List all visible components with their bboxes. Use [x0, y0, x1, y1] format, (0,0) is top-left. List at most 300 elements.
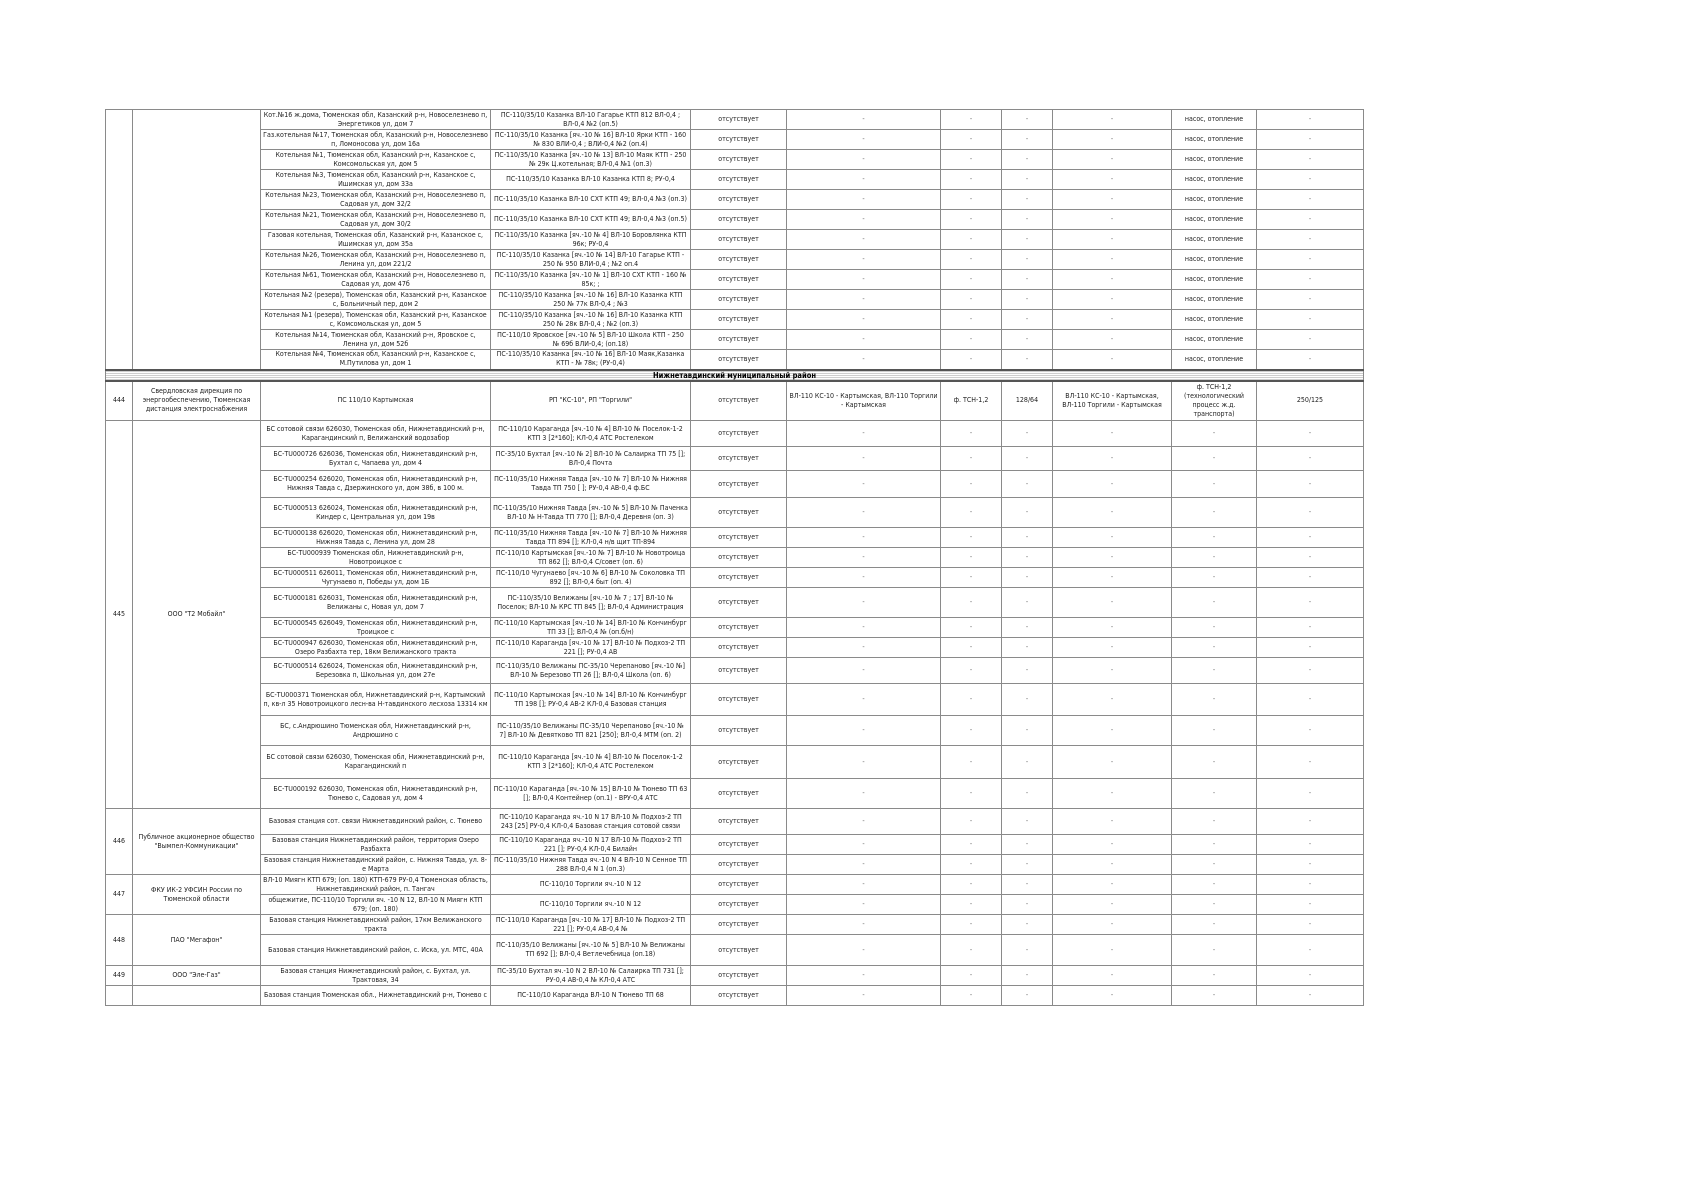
- cell-f-status: отсутствует: [691, 170, 787, 190]
- table-row: [106, 684, 1364, 716]
- cell-f-c: -: [787, 835, 941, 855]
- cell-f-c: -: [787, 568, 941, 588]
- cell-f-h: -: [1257, 350, 1364, 370]
- cell-f-purpose: насос, отопление: [1172, 270, 1257, 290]
- cell-f-e: -: [1002, 130, 1053, 150]
- table-row: [106, 588, 1364, 618]
- cell-f-e: -: [1002, 471, 1053, 498]
- cell-f-purpose: -: [1172, 835, 1257, 855]
- table-row: [106, 966, 1364, 986]
- cell-consumer: Котельная №3, Тюменская обл, Казанский р-н, Казанское с, Ишимская ул, дом 33а: [261, 170, 491, 190]
- cell-f-e: -: [1002, 290, 1053, 310]
- cell-f-f: -: [1053, 210, 1172, 230]
- cell-f-f: -: [1053, 875, 1172, 895]
- cell-f-h: -: [1257, 716, 1364, 746]
- cell-f-h: -: [1257, 875, 1364, 895]
- cell-f-f: -: [1053, 190, 1172, 210]
- cell-f-f: -: [1053, 855, 1172, 875]
- table-row: [106, 250, 1364, 270]
- cell-f-d: -: [941, 588, 1002, 618]
- cell-f-status: отсутствует: [691, 230, 787, 250]
- cell-f-d: -: [941, 498, 1002, 528]
- cell-source: ПС-110/35/10 Казанка [яч.-10 № 1] ВЛ-10 СХТ КТП - 160 № 85к; ;: [491, 270, 691, 290]
- cell-f-status: отсутствует: [691, 150, 787, 170]
- table-row: [106, 498, 1364, 528]
- cell-f-purpose: насос, отопление: [1172, 250, 1257, 270]
- cell-f-status: отсутствует: [691, 350, 787, 370]
- cell-f-status: отсутствует: [691, 498, 787, 528]
- cell-f-status: отсутствует: [691, 568, 787, 588]
- cell-f-h: -: [1257, 618, 1364, 638]
- cell-f-purpose: насос, отопление: [1172, 110, 1257, 130]
- cell-f-d: ф. ТСН-1,2: [941, 381, 1002, 421]
- cell-f-c: -: [787, 230, 941, 250]
- cell-f-c: -: [787, 895, 941, 915]
- cell-num: [106, 110, 133, 370]
- data-table: [105, 109, 1364, 1006]
- cell-f-c: -: [787, 966, 941, 986]
- cell-source: ПС-110/35/10 Казанка [яч.-10 № 16] ВЛ-10 Маяк,Казанка КТП - № 78к; (РУ-0,4): [491, 350, 691, 370]
- cell-source: ПС-110/35/10 Казанка ВЛ-10 СХТ КТП 49; ВЛ-0,4 №3 (оп.3): [491, 190, 691, 210]
- cell-f-purpose: насос, отопление: [1172, 150, 1257, 170]
- cell-num: 445: [106, 421, 133, 809]
- cell-source: ПС-110/10 Караганда [яч.-10 № 4] ВЛ-10 № Поселок-1-2 КТП 3 [2*160]; КЛ-0,4 АТС Ростелеком: [491, 421, 691, 447]
- table-row: [106, 230, 1364, 250]
- cell-f-h: -: [1257, 548, 1364, 568]
- cell-consumer: Котельная №4, Тюменская обл, Казанский р-н, Казанское с, М.Путилова ул, дом 1: [261, 350, 491, 370]
- cell-f-f: -: [1053, 779, 1172, 809]
- cell-f-f: -: [1053, 150, 1172, 170]
- cell-f-f: -: [1053, 471, 1172, 498]
- cell-f-e: -: [1002, 986, 1053, 1006]
- cell-num: 449: [106, 966, 133, 986]
- cell-f-h: -: [1257, 895, 1364, 915]
- cell-f-f: -: [1053, 528, 1172, 548]
- cell-f-status: отсутствует: [691, 935, 787, 966]
- cell-f-c: -: [787, 638, 941, 658]
- table-row: [106, 471, 1364, 498]
- cell-org: Публичное акционерное общество "Вымпел-Коммуникации": [133, 809, 261, 875]
- cell-f-e: -: [1002, 498, 1053, 528]
- cell-f-c: -: [787, 779, 941, 809]
- cell-source: ПС-110/35/10 Казанка ВЛ-10 СХТ КТП 49; ВЛ-0,4 №3 (оп.5): [491, 210, 691, 230]
- cell-f-d: -: [941, 966, 1002, 986]
- cell-f-f: -: [1053, 986, 1172, 1006]
- cell-f-c: -: [787, 290, 941, 310]
- cell-consumer: Котельная №14, Тюменская обл, Казанский р-н, Яровское с, Ленина ул, дом 52б: [261, 330, 491, 350]
- cell-consumer: БС-TU000513 626024, Тюменская обл, Нижнетавдинский р-н, Киндер с, Центральная ул, дом 19в: [261, 498, 491, 528]
- cell-f-d: -: [941, 170, 1002, 190]
- cell-org: ПАО "Мегафон": [133, 915, 261, 966]
- cell-f-purpose: насос, отопление: [1172, 230, 1257, 250]
- cell-f-d: -: [941, 935, 1002, 966]
- cell-f-c: -: [787, 986, 941, 1006]
- cell-f-c: -: [787, 855, 941, 875]
- cell-source: ПС-110/35/10 Казанка [яч.-10 № 13] ВЛ-10 Маяк КТП - 250 № 29к Ц.котельная; ВЛ-0,4 №1 (оп.3): [491, 150, 691, 170]
- cell-source: ПС-110/35/10 Казанка [яч.-10 № 16] ВЛ-10 Казанка КТП 250 № 77к ВЛ-0,4 ; №3: [491, 290, 691, 310]
- cell-f-d: -: [941, 471, 1002, 498]
- cell-f-status: отсутствует: [691, 210, 787, 230]
- cell-f-f: -: [1053, 421, 1172, 447]
- cell-f-d: -: [941, 895, 1002, 915]
- cell-f-status: отсутствует: [691, 986, 787, 1006]
- cell-consumer: Котельная №61, Тюменская обл, Казанский р-н, Новоселезнево п, Садовая ул, дом 47б: [261, 270, 491, 290]
- cell-org: ООО "Эле-Газ": [133, 966, 261, 986]
- cell-f-status: отсутствует: [691, 528, 787, 548]
- cell-f-purpose: насос, отопление: [1172, 170, 1257, 190]
- cell-f-f: -: [1053, 935, 1172, 966]
- cell-source: ПС-110/10 Торгили яч.-10 N 12: [491, 875, 691, 895]
- cell-f-d: -: [941, 210, 1002, 230]
- cell-f-h: -: [1257, 270, 1364, 290]
- cell-f-c: -: [787, 809, 941, 835]
- cell-f-d: -: [941, 290, 1002, 310]
- cell-f-purpose: насос, отопление: [1172, 330, 1257, 350]
- cell-f-e: -: [1002, 350, 1053, 370]
- cell-f-c: -: [787, 421, 941, 447]
- cell-f-f: -: [1053, 130, 1172, 150]
- cell-source: ПС-110/35/10 Казанка ВЛ-10 Гагарье КТП 812 ВЛ-0,4 ; ВЛ-0,4 №2 (оп.5): [491, 110, 691, 130]
- cell-f-e: -: [1002, 548, 1053, 568]
- cell-f-c: -: [787, 528, 941, 548]
- cell-f-c: ВЛ-110 КС-10 - Картымская, ВЛ-110 Торгили - Картымская: [787, 381, 941, 421]
- cell-f-status: отсутствует: [691, 638, 787, 658]
- cell-f-d: -: [941, 548, 1002, 568]
- cell-source: ПС-110/10 Картымская [яч.-10 № 14] ВЛ-10 № Кончинбург ТП 33 []; ВЛ-0,4 № (оп.б/н): [491, 618, 691, 638]
- cell-consumer: Котельная №23, Тюменская обл, Казанский р-н, Новоселезнево п, Садовая ул, дом 32/2: [261, 190, 491, 210]
- cell-f-e: -: [1002, 684, 1053, 716]
- cell-source: ПС-35/10 Бухтал [яч.-10 № 2] ВЛ-10 № Салаирка ТП 75 []; ВЛ-0,4 Почта: [491, 447, 691, 471]
- cell-f-e: -: [1002, 190, 1053, 210]
- table-row: [106, 270, 1364, 290]
- cell-f-e: -: [1002, 270, 1053, 290]
- cell-f-status: отсутствует: [691, 809, 787, 835]
- cell-f-f: -: [1053, 250, 1172, 270]
- cell-f-c: -: [787, 330, 941, 350]
- cell-f-h: -: [1257, 330, 1364, 350]
- cell-f-purpose: насос, отопление: [1172, 130, 1257, 150]
- cell-f-h: -: [1257, 421, 1364, 447]
- cell-f-e: -: [1002, 110, 1053, 130]
- cell-consumer: БС-TU000181 626031, Тюменская обл, Нижнетавдинский р-н, Велижаны с, Новая ул, дом 7: [261, 588, 491, 618]
- cell-f-purpose: -: [1172, 588, 1257, 618]
- cell-f-e: -: [1002, 528, 1053, 548]
- cell-f-status: отсутствует: [691, 330, 787, 350]
- cell-f-h: -: [1257, 915, 1364, 935]
- cell-f-d: -: [941, 250, 1002, 270]
- cell-consumer: Котельная №1, Тюменская обл, Казанский р-н, Казанское с, Комсомольская ул, дом 5: [261, 150, 491, 170]
- table-row: [106, 855, 1364, 875]
- cell-consumer: Базовая станция Нижнетавдинский район, с. Бухтал, ул. Трактовая, 34: [261, 966, 491, 986]
- cell-f-h: -: [1257, 809, 1364, 835]
- cell-consumer: Базовая станция Тюменская обл., Нижнетавдинский р-н, Тюнево с: [261, 986, 491, 1006]
- table-row: [106, 746, 1364, 779]
- cell-f-d: -: [941, 716, 1002, 746]
- cell-f-e: -: [1002, 875, 1053, 895]
- cell-f-status: отсутствует: [691, 588, 787, 618]
- cell-f-status: отсутствует: [691, 447, 787, 471]
- table-row: [106, 330, 1364, 350]
- cell-source: ПС-110/35/10 Велижаны [яч.-10 № 7 ; 17] ВЛ-10 № Поселок; ВЛ-10 № КРС ТП 845 []; ВЛ-0,4 Администрация: [491, 588, 691, 618]
- cell-f-purpose: -: [1172, 658, 1257, 684]
- table-row: [106, 350, 1364, 370]
- cell-f-purpose: -: [1172, 716, 1257, 746]
- cell-source: ПС-110/10 Караганда яч.-10 N 17 ВЛ-10 № Подхоз-2 ТП 243 [25] РУ-0,4 КЛ-0,4 Базовая станция сотовой связи: [491, 809, 691, 835]
- cell-f-purpose: насос, отопление: [1172, 350, 1257, 370]
- cell-f-f: -: [1053, 746, 1172, 779]
- cell-f-purpose: ф. ТСН-1,2 (технологический процесс ж.д. транспорта): [1172, 381, 1257, 421]
- cell-f-d: -: [941, 528, 1002, 548]
- cell-f-status: отсутствует: [691, 381, 787, 421]
- cell-source: ПС-110/35/10 Велижаны ПС-35/10 Черепаново [яч.-10 №] ВЛ-10 № Березово ТП 26 []; ВЛ-0,4 Школа (оп. 6): [491, 658, 691, 684]
- cell-f-purpose: -: [1172, 855, 1257, 875]
- cell-consumer: Базовая станция Нижнетавдинский район, с. Иска, ул. МТС, 40А: [261, 935, 491, 966]
- cell-f-purpose: -: [1172, 809, 1257, 835]
- cell-f-purpose: насос, отопление: [1172, 290, 1257, 310]
- table-row: [106, 210, 1364, 230]
- cell-f-c: -: [787, 471, 941, 498]
- table-row: [106, 875, 1364, 895]
- cell-consumer: БС-TU000514 626024, Тюменская обл, Нижнетавдинский р-н, Березовка п, Школьная ул, дом 27е: [261, 658, 491, 684]
- cell-f-f: -: [1053, 170, 1172, 190]
- cell-f-h: -: [1257, 835, 1364, 855]
- cell-f-status: отсутствует: [691, 658, 787, 684]
- cell-f-h: -: [1257, 310, 1364, 330]
- cell-f-purpose: -: [1172, 779, 1257, 809]
- cell-f-status: отсутствует: [691, 270, 787, 290]
- cell-f-status: отсутствует: [691, 895, 787, 915]
- cell-f-f: -: [1053, 110, 1172, 130]
- cell-f-status: отсутствует: [691, 966, 787, 986]
- cell-f-e: -: [1002, 935, 1053, 966]
- cell-source: ПС-110/35/10 Казанка ВЛ-10 Казанка КТП 8; РУ-0,4: [491, 170, 691, 190]
- cell-f-d: -: [941, 779, 1002, 809]
- cell-source: ПС-110/10 Караганда ВЛ-10 N Тюнево ТП 68: [491, 986, 691, 1006]
- cell-f-purpose: -: [1172, 966, 1257, 986]
- cell-source: ПС-110/10 Караганда яч.-10 N 17 ВЛ-10 № Подхоз-2 ТП 221 []; РУ-0,4 КЛ-0,4 Билайн: [491, 835, 691, 855]
- cell-f-purpose: -: [1172, 746, 1257, 779]
- cell-num: 444: [106, 381, 133, 421]
- cell-f-status: отсутствует: [691, 915, 787, 935]
- cell-f-h: -: [1257, 230, 1364, 250]
- cell-f-c: -: [787, 150, 941, 170]
- cell-f-purpose: -: [1172, 618, 1257, 638]
- cell-f-d: -: [941, 875, 1002, 895]
- cell-f-purpose: -: [1172, 568, 1257, 588]
- cell-source: ПС-110/10 Караганда [яч.-10 № 4] ВЛ-10 № Поселок-1-2 КТП 3 [2*160]; КЛ-0,4 АТС Ростелеком: [491, 746, 691, 779]
- cell-f-h: -: [1257, 250, 1364, 270]
- cell-f-c: -: [787, 915, 941, 935]
- table-row: [106, 835, 1364, 855]
- cell-f-d: -: [941, 658, 1002, 684]
- table-row: [106, 809, 1364, 835]
- cell-f-purpose: -: [1172, 935, 1257, 966]
- cell-f-d: -: [941, 190, 1002, 210]
- cell-num: 446: [106, 809, 133, 875]
- cell-f-f: -: [1053, 290, 1172, 310]
- table-row: [106, 568, 1364, 588]
- cell-f-e: -: [1002, 895, 1053, 915]
- cell-f-d: -: [941, 230, 1002, 250]
- cell-f-h: -: [1257, 447, 1364, 471]
- table-row: [106, 170, 1364, 190]
- cell-f-c: -: [787, 684, 941, 716]
- cell-f-e: -: [1002, 150, 1053, 170]
- cell-org: ООО "Т2 Мобайл": [133, 421, 261, 809]
- table-row: [106, 618, 1364, 638]
- cell-consumer: Котельная №26, Тюменская обл, Казанский р-н, Новоселезнево п, Ленина ул, дом 221/2: [261, 250, 491, 270]
- cell-f-purpose: -: [1172, 498, 1257, 528]
- cell-f-e: -: [1002, 250, 1053, 270]
- cell-f-purpose: -: [1172, 986, 1257, 1006]
- district-header: Нижнетавдинский муниципальный район: [106, 370, 1364, 381]
- cell-f-purpose: насос, отопление: [1172, 310, 1257, 330]
- table-row: [106, 528, 1364, 548]
- cell-f-d: -: [941, 421, 1002, 447]
- cell-source: ПС-110/35/10 Казанка [яч.-10 № 14] ВЛ-10 Гагарье КТП - 250 № 950 ВЛИ-0,4 ; №2 оп.4: [491, 250, 691, 270]
- cell-consumer: БС-TU000138 626020, Тюменская обл, Нижнетавдинский р-н, Нижняя Тавда с, Ленина ул, дом 28: [261, 528, 491, 548]
- cell-source: ПС-110/35/10 Велижаны ПС-35/10 Черепаново [яч.-10 № 7] ВЛ-10 № Девятково ТП 821 [250]; ВЛ-0,4 МТМ (оп. 2): [491, 716, 691, 746]
- cell-f-d: -: [941, 855, 1002, 875]
- cell-f-status: отсутствует: [691, 130, 787, 150]
- cell-f-status: отсутствует: [691, 875, 787, 895]
- cell-f-status: отсутствует: [691, 684, 787, 716]
- cell-consumer: Базовая станция сот. связи Нижнетавдинский район, с. Тюнево: [261, 809, 491, 835]
- table-row: [106, 190, 1364, 210]
- cell-source: ПС-110/10 Торгили яч.-10 N 12: [491, 895, 691, 915]
- cell-f-d: -: [941, 915, 1002, 935]
- cell-f-h: -: [1257, 190, 1364, 210]
- cell-f-purpose: -: [1172, 895, 1257, 915]
- cell-f-e: -: [1002, 915, 1053, 935]
- district-header-row: [106, 370, 1364, 381]
- cell-f-h: -: [1257, 746, 1364, 779]
- cell-f-h: -: [1257, 568, 1364, 588]
- table-row: [106, 421, 1364, 447]
- table-row: [106, 310, 1364, 330]
- cell-f-status: отсутствует: [691, 855, 787, 875]
- cell-f-h: -: [1257, 588, 1364, 618]
- cell-consumer: Газ.котельная №17, Тюменская обл, Казанский р-н, Новоселезнево п, Ломоносова ул, дом 16а: [261, 130, 491, 150]
- cell-f-f: -: [1053, 498, 1172, 528]
- cell-f-f: -: [1053, 895, 1172, 915]
- cell-f-f: -: [1053, 330, 1172, 350]
- cell-f-f: -: [1053, 638, 1172, 658]
- cell-f-d: -: [941, 330, 1002, 350]
- table-row: [106, 779, 1364, 809]
- cell-f-h: -: [1257, 471, 1364, 498]
- table-row: [106, 150, 1364, 170]
- cell-f-e: -: [1002, 966, 1053, 986]
- cell-f-status: отсутствует: [691, 310, 787, 330]
- cell-f-status: отсутствует: [691, 110, 787, 130]
- cell-f-purpose: -: [1172, 684, 1257, 716]
- cell-source: ПС-110/35/10 Казанка [яч.-10 № 16] ВЛ-10 Ярки КТП - 160 № 830 ВЛИ-0,4 ; ВЛИ-0,4 №2 (оп.4): [491, 130, 691, 150]
- cell-f-e: -: [1002, 447, 1053, 471]
- cell-f-h: -: [1257, 150, 1364, 170]
- cell-f-h: -: [1257, 935, 1364, 966]
- table-row: [106, 716, 1364, 746]
- cell-f-d: -: [941, 130, 1002, 150]
- cell-f-e: -: [1002, 855, 1053, 875]
- cell-f-d: -: [941, 270, 1002, 290]
- cell-consumer: БС, с.Андрюшино Тюменская обл, Нижнетавдинский р-н, Андрюшино с: [261, 716, 491, 746]
- cell-f-d: -: [941, 986, 1002, 1006]
- cell-source: ПС-110/10 Караганда [яч.-10 № 15] ВЛ-10 № Тюнево ТП 63 []; ВЛ-0,4 Контейнер (оп.1) - ВРУ-0,4 АТС: [491, 779, 691, 809]
- cell-f-h: -: [1257, 170, 1364, 190]
- cell-f-h: -: [1257, 528, 1364, 548]
- cell-consumer: БС-TU000939 Тюменская обл, Нижнетавдинский р-н, Новотроицкое с: [261, 548, 491, 568]
- cell-f-d: -: [941, 110, 1002, 130]
- cell-f-c: -: [787, 190, 941, 210]
- table-row: [106, 935, 1364, 966]
- cell-consumer: Котельная №1 (резерв), Тюменская обл, Казанский р-н, Казанское с, Комсомольская ул, дом 5: [261, 310, 491, 330]
- cell-f-purpose: -: [1172, 447, 1257, 471]
- cell-consumer: общежитие, ПС-110/10 Торгили яч. -10 N 12, ВЛ-10 N Миягн КТП 679; (оп. 180): [261, 895, 491, 915]
- cell-consumer: Газовая котельная, Тюменская обл, Казанский р-н, Казанское с, Ишимская ул, дом 35а: [261, 230, 491, 250]
- cell-consumer: Базовая станция Нижнетавдинский район, 17км Велижанского тракта: [261, 915, 491, 935]
- cell-org: [133, 110, 261, 370]
- cell-f-c: -: [787, 588, 941, 618]
- cell-f-status: отсутствует: [691, 716, 787, 746]
- cell-f-f: -: [1053, 684, 1172, 716]
- cell-f-c: -: [787, 935, 941, 966]
- cell-f-h: -: [1257, 966, 1364, 986]
- cell-f-e: -: [1002, 170, 1053, 190]
- cell-f-d: -: [941, 746, 1002, 779]
- cell-f-f: -: [1053, 568, 1172, 588]
- cell-f-status: отсутствует: [691, 290, 787, 310]
- cell-f-e: -: [1002, 779, 1053, 809]
- cell-consumer: Котельная №21, Тюменская обл, Казанский р-н, Новоселезнево п, Садовая ул, дом 30/2: [261, 210, 491, 230]
- cell-consumer: Котельная №2 (резерв), Тюменская обл, Казанский р-н, Казанское с, Больничный пер, дом 2: [261, 290, 491, 310]
- cell-f-purpose: -: [1172, 638, 1257, 658]
- cell-f-purpose: -: [1172, 471, 1257, 498]
- table-row: [106, 290, 1364, 310]
- cell-f-status: отсутствует: [691, 250, 787, 270]
- cell-consumer: БС-TU000511 626011, Тюменская обл, Нижнетавдинский р-н, Чугунаево п, Победы ул, дом 1Б: [261, 568, 491, 588]
- table-row: [106, 381, 1364, 421]
- cell-f-d: -: [941, 350, 1002, 370]
- cell-f-c: -: [787, 447, 941, 471]
- cell-f-status: отсутствует: [691, 421, 787, 447]
- cell-f-f: -: [1053, 716, 1172, 746]
- cell-f-f: -: [1053, 548, 1172, 568]
- cell-f-e: -: [1002, 809, 1053, 835]
- cell-f-e: -: [1002, 230, 1053, 250]
- cell-f-f: -: [1053, 270, 1172, 290]
- cell-f-e: -: [1002, 421, 1053, 447]
- cell-f-status: отсутствует: [691, 835, 787, 855]
- cell-source: ПС-110/10 Караганда [яч.-10 № 17] ВЛ-10 № Подхоз-2 ТП 221 []; РУ-0,4 АВ-0,4 №: [491, 915, 691, 935]
- cell-source: РП "КС-10", РП "Торгили": [491, 381, 691, 421]
- cell-num: 448: [106, 915, 133, 966]
- cell-f-status: отсутствует: [691, 471, 787, 498]
- cell-f-purpose: насос, отопление: [1172, 190, 1257, 210]
- cell-consumer: БС-TU000726 626036, Тюменская обл, Нижнетавдинский р-н, Бухтал с, Чапаева ул, дом 4: [261, 447, 491, 471]
- cell-f-f: -: [1053, 310, 1172, 330]
- cell-f-e: -: [1002, 746, 1053, 779]
- cell-f-c: -: [787, 270, 941, 290]
- cell-f-h: -: [1257, 130, 1364, 150]
- cell-f-d: -: [941, 447, 1002, 471]
- cell-f-h: -: [1257, 986, 1364, 1006]
- cell-source: ПС-110/35/10 Нижняя Тавда [яч.-10 № 5] ВЛ-10 № Паченка ВЛ-10 № Н-Тавда ТП 770 []; ВЛ-0,4 Деревня (оп. 3): [491, 498, 691, 528]
- cell-f-c: -: [787, 746, 941, 779]
- cell-f-f: -: [1053, 230, 1172, 250]
- cell-org: [133, 986, 261, 1006]
- cell-f-purpose: -: [1172, 875, 1257, 895]
